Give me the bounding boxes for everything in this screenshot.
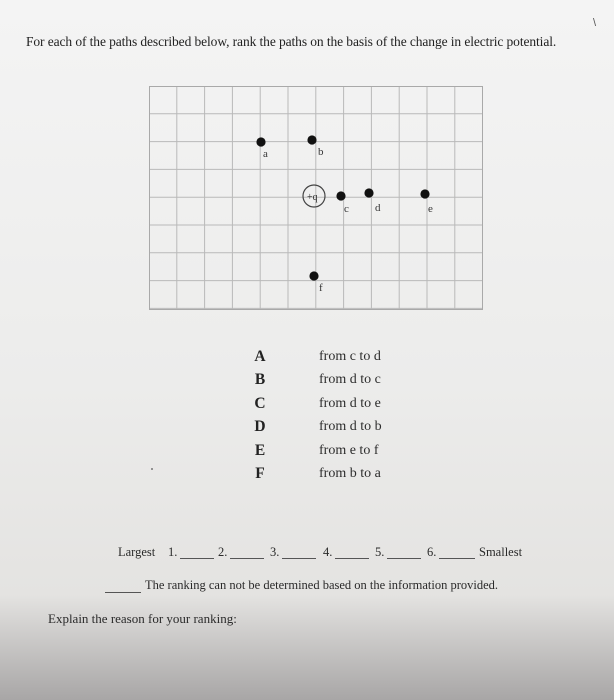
charge-grid-figure	[149, 86, 483, 310]
instructions: For each of the paths described below, rank the paths on the basis of the change in electric potential.	[26, 34, 557, 49]
point-label-f: f	[319, 282, 323, 294]
path-description-c: from d to e	[319, 395, 381, 411]
rank-slot-1-label: 1.	[168, 545, 178, 559]
point-label-c: c	[344, 203, 349, 215]
point-b	[307, 135, 316, 144]
rank-slot-5-blank[interactable]	[387, 558, 421, 559]
point-label-e: e	[428, 203, 433, 215]
rank-slot-6-blank[interactable]	[439, 558, 475, 559]
rank-slot-3-blank[interactable]	[282, 558, 316, 559]
rank-slot-4-label: 4.	[323, 545, 333, 559]
point-e	[420, 189, 429, 198]
path-description-a: from c to d	[319, 349, 381, 364]
point-label-b: b	[318, 146, 324, 158]
corner-mark: \	[593, 17, 597, 29]
point-d	[364, 188, 373, 197]
explain-prompt: Explain the reason for your ranking:	[48, 611, 237, 626]
rank-slot-5-label: 5.	[375, 545, 385, 559]
path-letter-c: C	[254, 394, 266, 412]
path-letters	[248, 345, 272, 485]
rank-slot-2-label: 2.	[218, 545, 228, 559]
rank-slot-6-label: 6.	[427, 545, 437, 559]
cannot-determine-text: The ranking can not be determined based on the information provided.	[145, 578, 499, 592]
point-a	[256, 137, 265, 146]
cannot-determine-row	[105, 578, 498, 593]
rank-slot-1-blank[interactable]	[180, 558, 214, 559]
charge-label: +q	[307, 192, 318, 203]
path-description-b: from d to c	[319, 372, 381, 388]
point-f	[309, 271, 318, 280]
stray-mark	[151, 468, 153, 470]
point-label-a: a	[263, 148, 268, 160]
rank-slot-2-blank[interactable]	[230, 558, 264, 559]
ranking-row	[118, 545, 548, 565]
rank-slot-3-label: 3.	[270, 545, 280, 559]
path-letter-f: F	[255, 464, 265, 482]
point-label-d: d	[375, 202, 381, 214]
rank-slot-4-blank[interactable]	[335, 558, 369, 559]
path-description-d: from d to b	[319, 419, 382, 435]
path-description-f: from b to a	[319, 465, 381, 481]
path-descriptions	[319, 345, 382, 485]
point-c	[336, 191, 345, 200]
largest-label: Largest	[118, 545, 156, 559]
path-letter-b: B	[254, 371, 266, 389]
path-letter-a: A	[254, 348, 266, 365]
path-letter-d: D	[254, 418, 266, 436]
path-letter-e: E	[254, 441, 266, 459]
smallest-label: Smallest	[479, 545, 523, 559]
path-description-e: from e to f	[319, 442, 379, 458]
cannot-determine-blank[interactable]	[105, 580, 141, 593]
